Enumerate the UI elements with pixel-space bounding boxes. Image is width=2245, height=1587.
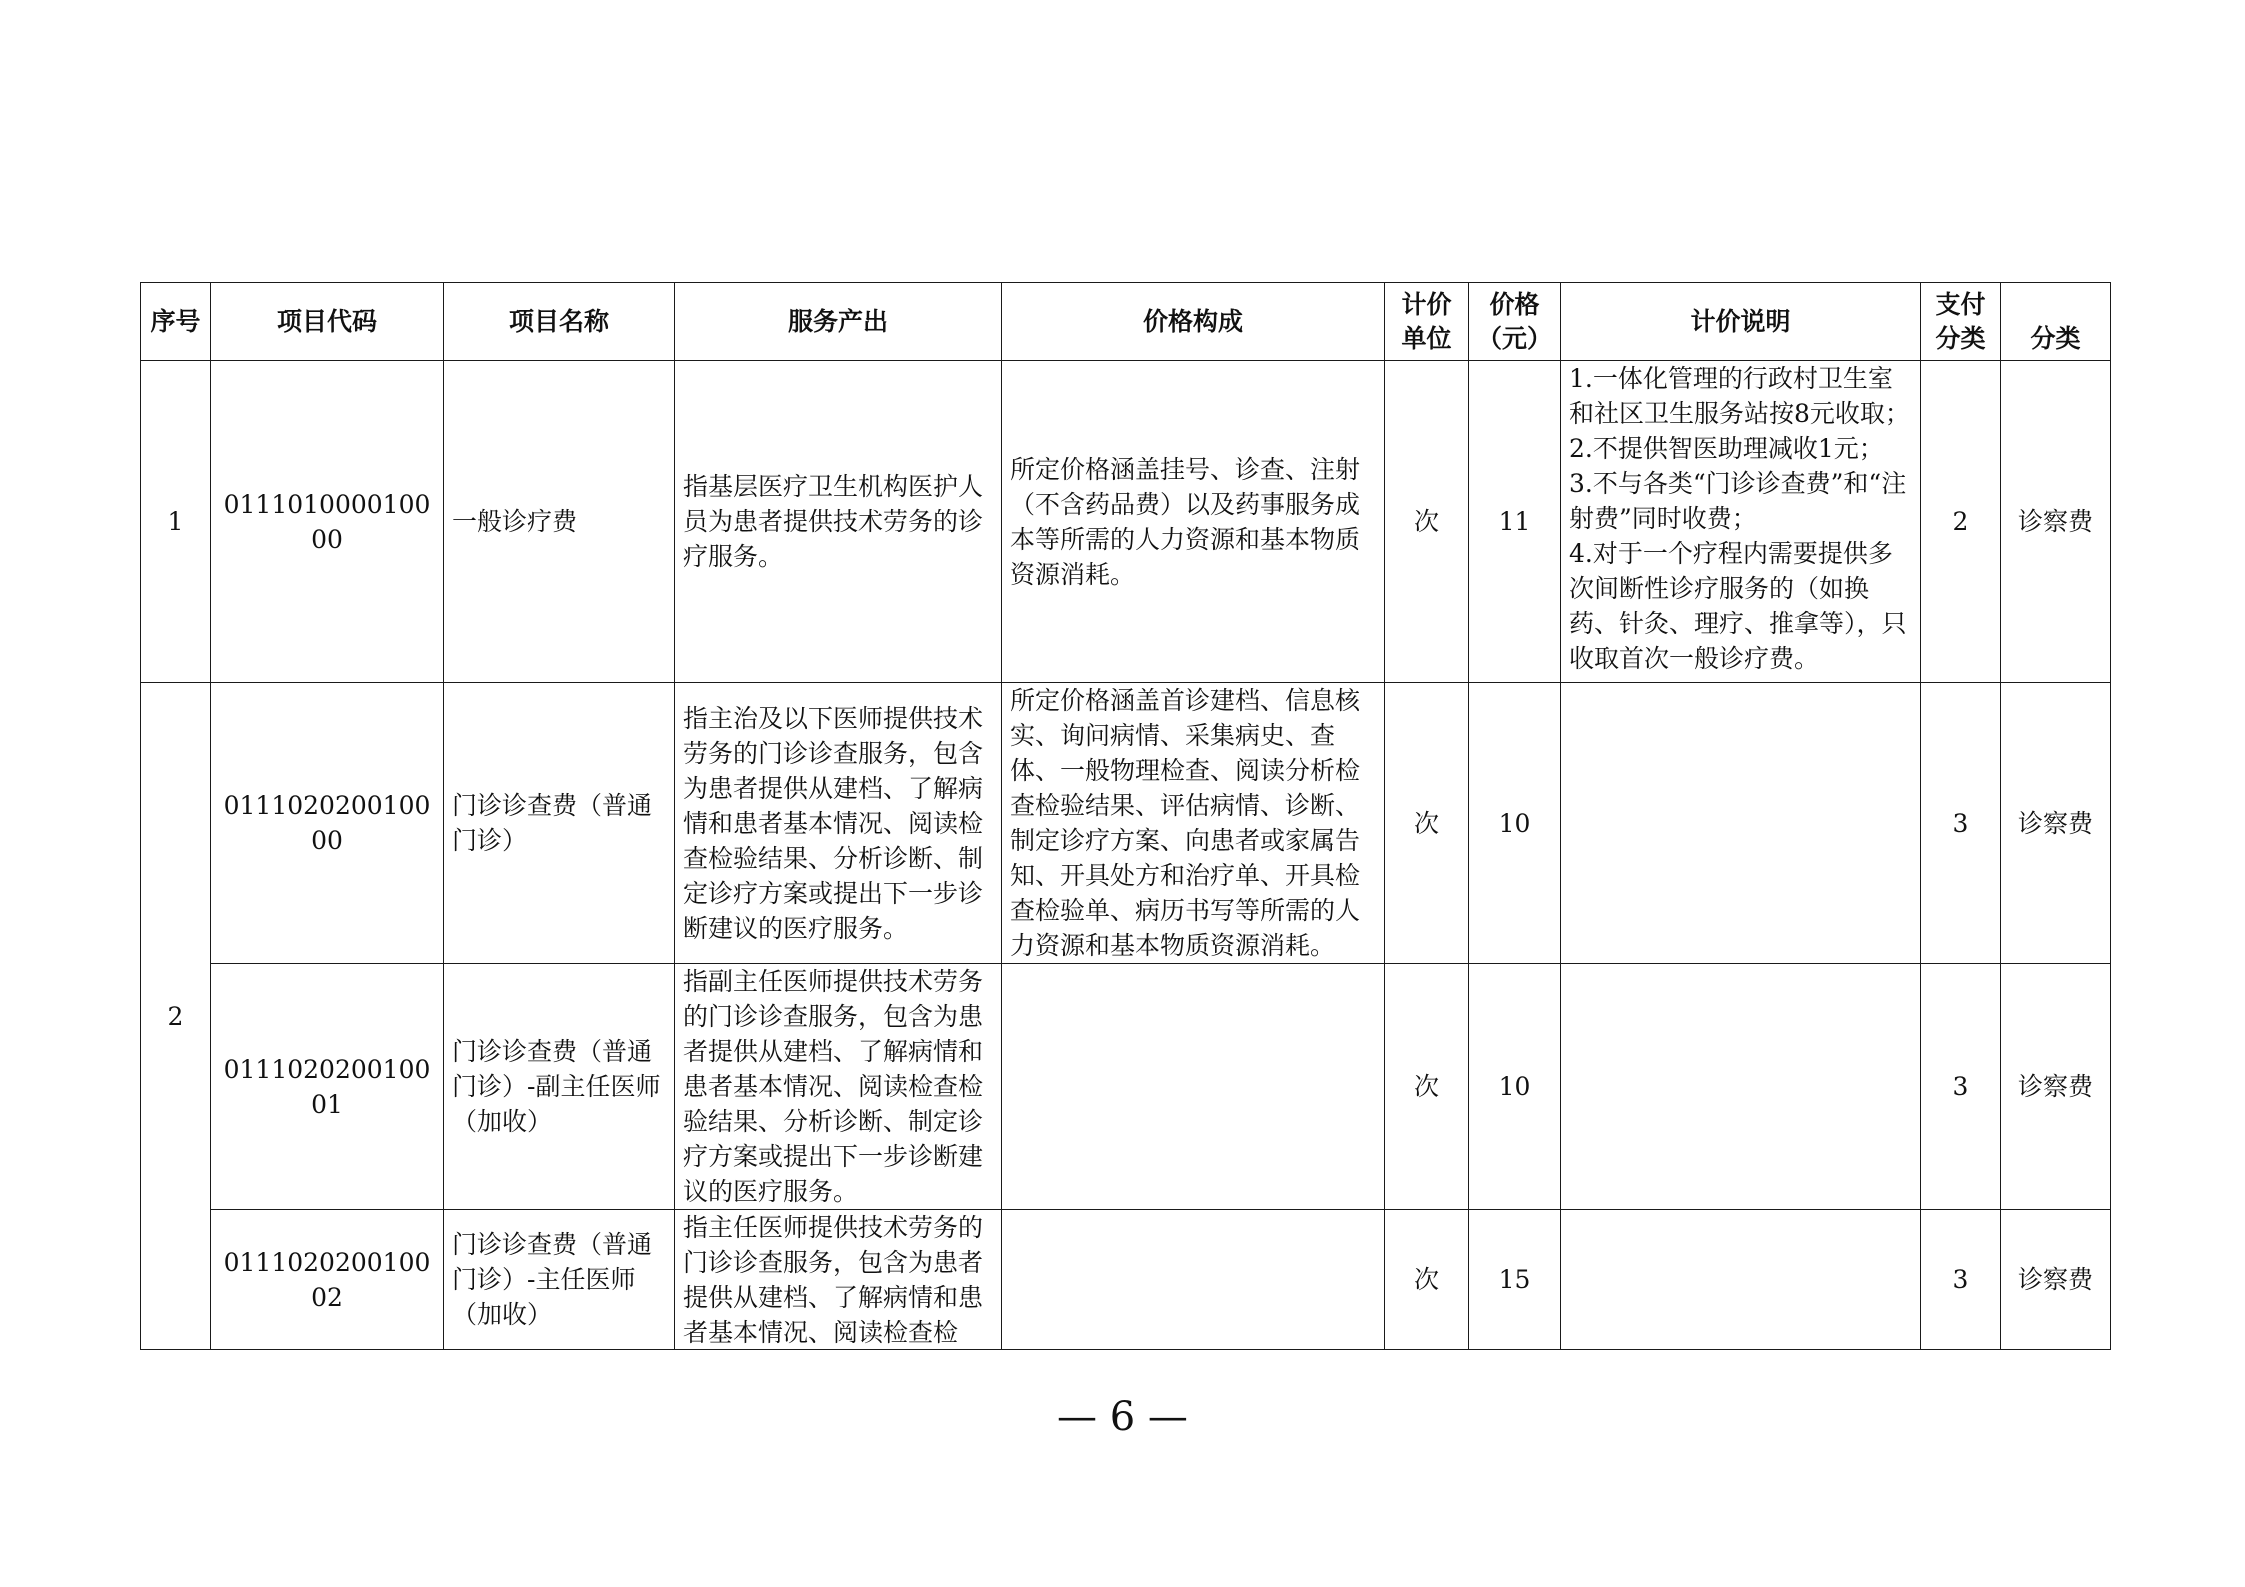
row2b-note [1561,964,1921,1210]
row2c-name: 门诊诊查费（普通门诊）-主任医师（加收） [444,1210,675,1350]
pricing-table [140,282,2111,1350]
table-row [141,683,2111,964]
row1-pay: 2 [1921,361,2001,683]
header-composition: 价格构成 [1002,283,1385,361]
header-service: 服务产出 [675,283,1002,361]
row1-category: 诊察费 [2001,361,2111,683]
header-row [141,283,2111,361]
header-name: 项目名称 [444,283,675,361]
row1-seq: 1 [141,361,211,683]
header-price-line2: （元） [1477,323,1553,353]
row1-composition: 所定价格涵盖挂号、诊查、注射（不含药品费）以及药事服务成本等所需的人力资源和基本物质资源消耗。 [1002,361,1385,683]
header-category: 分类 [2001,283,2111,361]
row2b-code: 011102020010001 [211,964,444,1210]
header-pay-line1: 支付 [1935,289,1986,319]
row1-name: 一般诊疗费 [444,361,675,683]
row2b-category: 诊察费 [2001,964,2111,1210]
table-row [141,361,2111,683]
pricing-table-container [140,282,2111,1350]
row2a-code: 011102020010000 [211,683,444,964]
row2c-unit: 次 [1385,1210,1469,1350]
row2a-composition: 所定价格涵盖首诊建档、信息核实、询问病情、采集病史、查体、一般物理检查、阅读分析检查检验结果、评估病情、诊断、制定诊疗方案、向患者或家属告知、开具处方和治疗单、开具检查检验单、病历书写等所需的人力资源和基本物质资源消耗。 [1002,683,1385,964]
header-code: 项目代码 [211,283,444,361]
row2c-pay: 3 [1921,1210,2001,1350]
row2b-name: 门诊诊查费（普通门诊）-副主任医师（加收） [444,964,675,1210]
row2a-unit: 次 [1385,683,1469,964]
header-seq: 序号 [141,283,211,361]
row1-note-line-2: 2.不提供智医助理减收1元； [1569,434,1884,463]
row2c-code: 011102020010002 [211,1210,444,1350]
row2c-service: 指主任医师提供技术劳务的门诊诊查服务，包含为患者提供从建档、了解病情和患者基本情况、阅读检查检 [683,1213,984,1346]
row2b-service: 指副主任医师提供技术劳务的门诊诊查服务，包含为患者提供从建档、了解病情和患者基本情况、阅读检查检验结果、分析诊断、制定诊疗方案或提出下一步诊断建议的医疗服务。 [675,964,1002,1210]
row2b-pay: 3 [1921,964,2001,1210]
header-price-line1: 价格 [1489,289,1540,319]
row2a-pay: 3 [1921,683,2001,964]
row1-note-line-1: 1.一体化管理的行政村卫生室和社区卫生服务站按8元收取； [1569,364,1910,428]
row2c-composition [1002,1210,1385,1350]
header-unit [1385,283,1469,361]
row2c-category: 诊察费 [2001,1210,2111,1350]
row2b-composition [1002,964,1385,1210]
header-pay-line2: 分类 [1935,323,1986,353]
header-unit-line1: 计价 [1401,289,1452,319]
row2a-category: 诊察费 [2001,683,2111,964]
row2c-service-cell [675,1210,1002,1350]
row2a-price: 10 [1469,683,1561,964]
row2b-unit: 次 [1385,964,1469,1210]
row2a-name: 门诊诊查费（普通门诊） [444,683,675,964]
row2b-price: 10 [1469,964,1561,1210]
row1-service: 指基层医疗卫生机构医护人员为患者提供技术劳务的诊疗服务。 [675,361,1002,683]
header-pay [1921,283,2001,361]
row1-note-line-3: 3.不与各类“门诊诊查费”和“注射费”同时收费； [1569,469,1907,533]
row2-seq: 2 [141,683,211,1350]
header-note: 计价说明 [1561,283,1921,361]
table-row [141,1210,2111,1350]
row2a-service: 指主治及以下医师提供技术劳务的门诊诊查服务，包含为患者提供从建档、了解病情和患者基本情况、阅读检查检验结果、分析诊断、制定诊疗方案或提出下一步诊断建议的医疗服务。 [675,683,1002,964]
row2c-note [1561,1210,1921,1350]
row1-price: 11 [1469,361,1561,683]
row1-note-line-4: 4.对于一个疗程内需要提供多次间断性诊疗服务的（如换药、针灸、理疗、推拿等），只收取首次一般诊疗费。 [1569,539,1907,673]
row2c-price: 15 [1469,1210,1561,1350]
row1-unit: 次 [1385,361,1469,683]
page-number: — 6 — [1057,1394,1188,1440]
header-price [1469,283,1561,361]
table-row [141,964,2111,1210]
row2a-note [1561,683,1921,964]
row1-note [1561,361,1921,683]
header-unit-line2: 单位 [1401,323,1452,353]
row1-code: 011101000010000 [211,361,444,683]
